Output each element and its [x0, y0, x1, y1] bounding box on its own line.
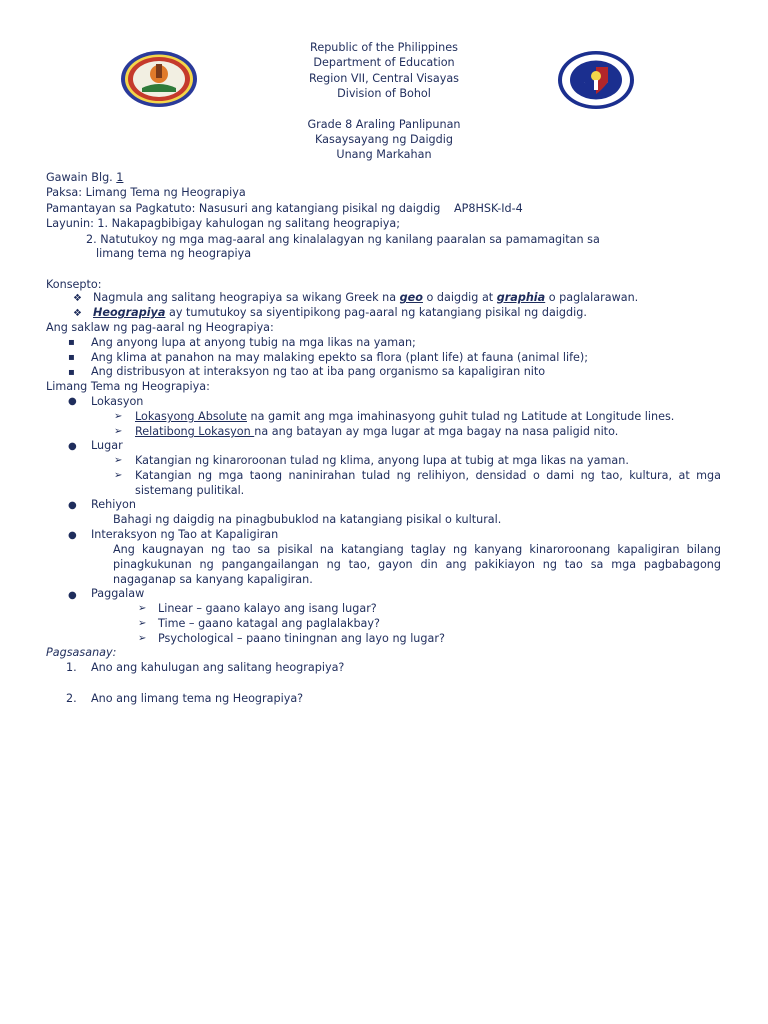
tema-rehiyon: Rehiyon [91, 498, 136, 511]
paggalaw-item: Psychological – paano tiningnan ang layo ng lugar? [158, 632, 445, 645]
layunin-line-2: 2. Natutukoy ng mga mag-aaral ang kinalalagyan ng kanilang paaralan sa pamamagitan sa [86, 233, 600, 246]
paksa-line: Paksa: Limang Tema ng Heograpiya [46, 186, 246, 199]
tema-paggalaw: Paggalaw [91, 587, 145, 600]
question-number: 2. [66, 692, 77, 705]
konsepto-title: Konsepto: [46, 278, 102, 291]
arrow-bullet-icon: ➢ [114, 411, 123, 422]
arrow-bullet-icon: ➢ [114, 470, 123, 481]
competency-code: AP8HSK-Id-4 [454, 202, 523, 215]
square-bullet-icon: ▪ [68, 352, 75, 363]
tema-lugar: Lugar [91, 439, 123, 452]
round-bullet-icon: ● [68, 441, 77, 452]
lugar-item: Katangian ng kinaroroonan tulad ng klima, anyong lupa at tubig at mga likas na yaman. [135, 454, 629, 467]
lokasyon-relatibo: Relatibong Lokasyon na ang batayan ay mga lugar at mga bagay na nasa paligid nito. [135, 425, 619, 438]
header-region: Region VII, Central Visayas [308, 71, 459, 85]
layunin-line-1: Layunin: 1. Nakapagbibigay kahulogan ng salitang heograpiya; [46, 217, 400, 230]
round-bullet-icon: ● [68, 500, 77, 511]
square-bullet-icon: ▪ [68, 367, 75, 378]
paggalaw-item: Linear – gaano kalayo ang isang lugar? [158, 602, 377, 615]
arrow-bullet-icon: ➢ [138, 618, 147, 629]
diamond-bullet-icon: ❖ [73, 293, 82, 304]
header-division: Division of Bohol [337, 87, 431, 101]
konsepto-item-1: Nagmula ang salitang heograpiya sa wikang Greek na geo o daigdig at graphia o paglalarawan. [93, 291, 639, 304]
round-bullet-icon: ● [68, 530, 77, 541]
arrow-bullet-icon: ➢ [138, 633, 147, 644]
konsepto-item-2: Heograpiya ay tumutukoy sa siyentipikong pag-aaral ng katangiang pisikal ng daigdig. [93, 306, 587, 319]
question-1: Ano ang kahulugan ang salitang heograpiya? [91, 661, 345, 674]
lokasyon-absolute: Lokasyong Absolute na gamit ang mga imahinasyong guhit tulad ng Latitude at Longitude lines. [135, 410, 675, 423]
pamantayan-line: Pamantayan sa Pagkatuto: Nasusuri ang katangiang pisikal ng daigdig [46, 202, 441, 215]
tema-lokasyon: Lokasyon [91, 395, 144, 408]
layunin-line-2b: limang tema ng heograpiya [96, 247, 252, 260]
square-bullet-icon: ▪ [68, 337, 75, 348]
diamond-bullet-icon: ❖ [73, 308, 82, 319]
round-bullet-icon: ● [68, 396, 77, 407]
header-quarter: Unang Markahan [336, 148, 432, 162]
paggalaw-item: Time – gaano katagal ang paglalakbay? [158, 617, 380, 630]
arrow-bullet-icon: ➢ [138, 603, 147, 614]
arrow-bullet-icon: ➢ [114, 426, 123, 437]
header-subject: Kasaysayang ng Daigdig [315, 133, 453, 147]
header-department: Department of Education [313, 56, 455, 70]
saklaw-item: Ang klima at panahon na may malaking epekto sa flora (plant life) at fauna (animal life); [91, 351, 589, 364]
question-2: Ano ang limang tema ng Heograpiya? [91, 692, 304, 705]
header-republic: Republic of the Philippines [310, 41, 458, 54]
tema-interaksyon: Interaksyon ng Tao at Kapaligiran [91, 528, 279, 541]
saklaw-item: Ang anyong lupa at anyong tubig na mga likas na yaman; [91, 336, 416, 349]
header-grade: Grade 8 Araling Panlipunan [307, 117, 461, 131]
lugar-item: Katangian ng mga taong naninirahan tulad ng relihiyon, densidad o dami ng tao, kultura, at mga sistemang pulitikal. [135, 469, 721, 497]
round-bullet-icon: ● [68, 590, 77, 601]
tema-title: Limang Tema ng Heograpiya: [46, 380, 210, 393]
pagsasanay-title: Pagsasanay: [46, 646, 117, 659]
interaksyon-description: Ang kaugnayan ng tao sa pisikal na katangiang taglay ng kanyang kinaroroonang kapaligiran bilang pinagkukunan ng pangangailangan ng tao, gayon din ang pakikiayon ng tao sa mga pagbabagong nagaganap sa kanyang kapaligiran. [113, 543, 721, 586]
gawain-number: Gawain Blg. 1 [46, 171, 124, 184]
rehiyon-description: Bahagi ng daigdig na pinagbubuklod na katangiang pisikal o kultural. [113, 513, 502, 526]
question-number: 1. [66, 661, 77, 674]
saklaw-item: Ang distribusyon at interaksyon ng tao at iba pang organismo sa kapaligiran nito [91, 365, 546, 378]
arrow-bullet-icon: ➢ [114, 455, 123, 466]
document-header [0, 40, 768, 163]
saklaw-title: Ang saklaw ng pag-aaral ng Heograpiya: [46, 321, 274, 334]
